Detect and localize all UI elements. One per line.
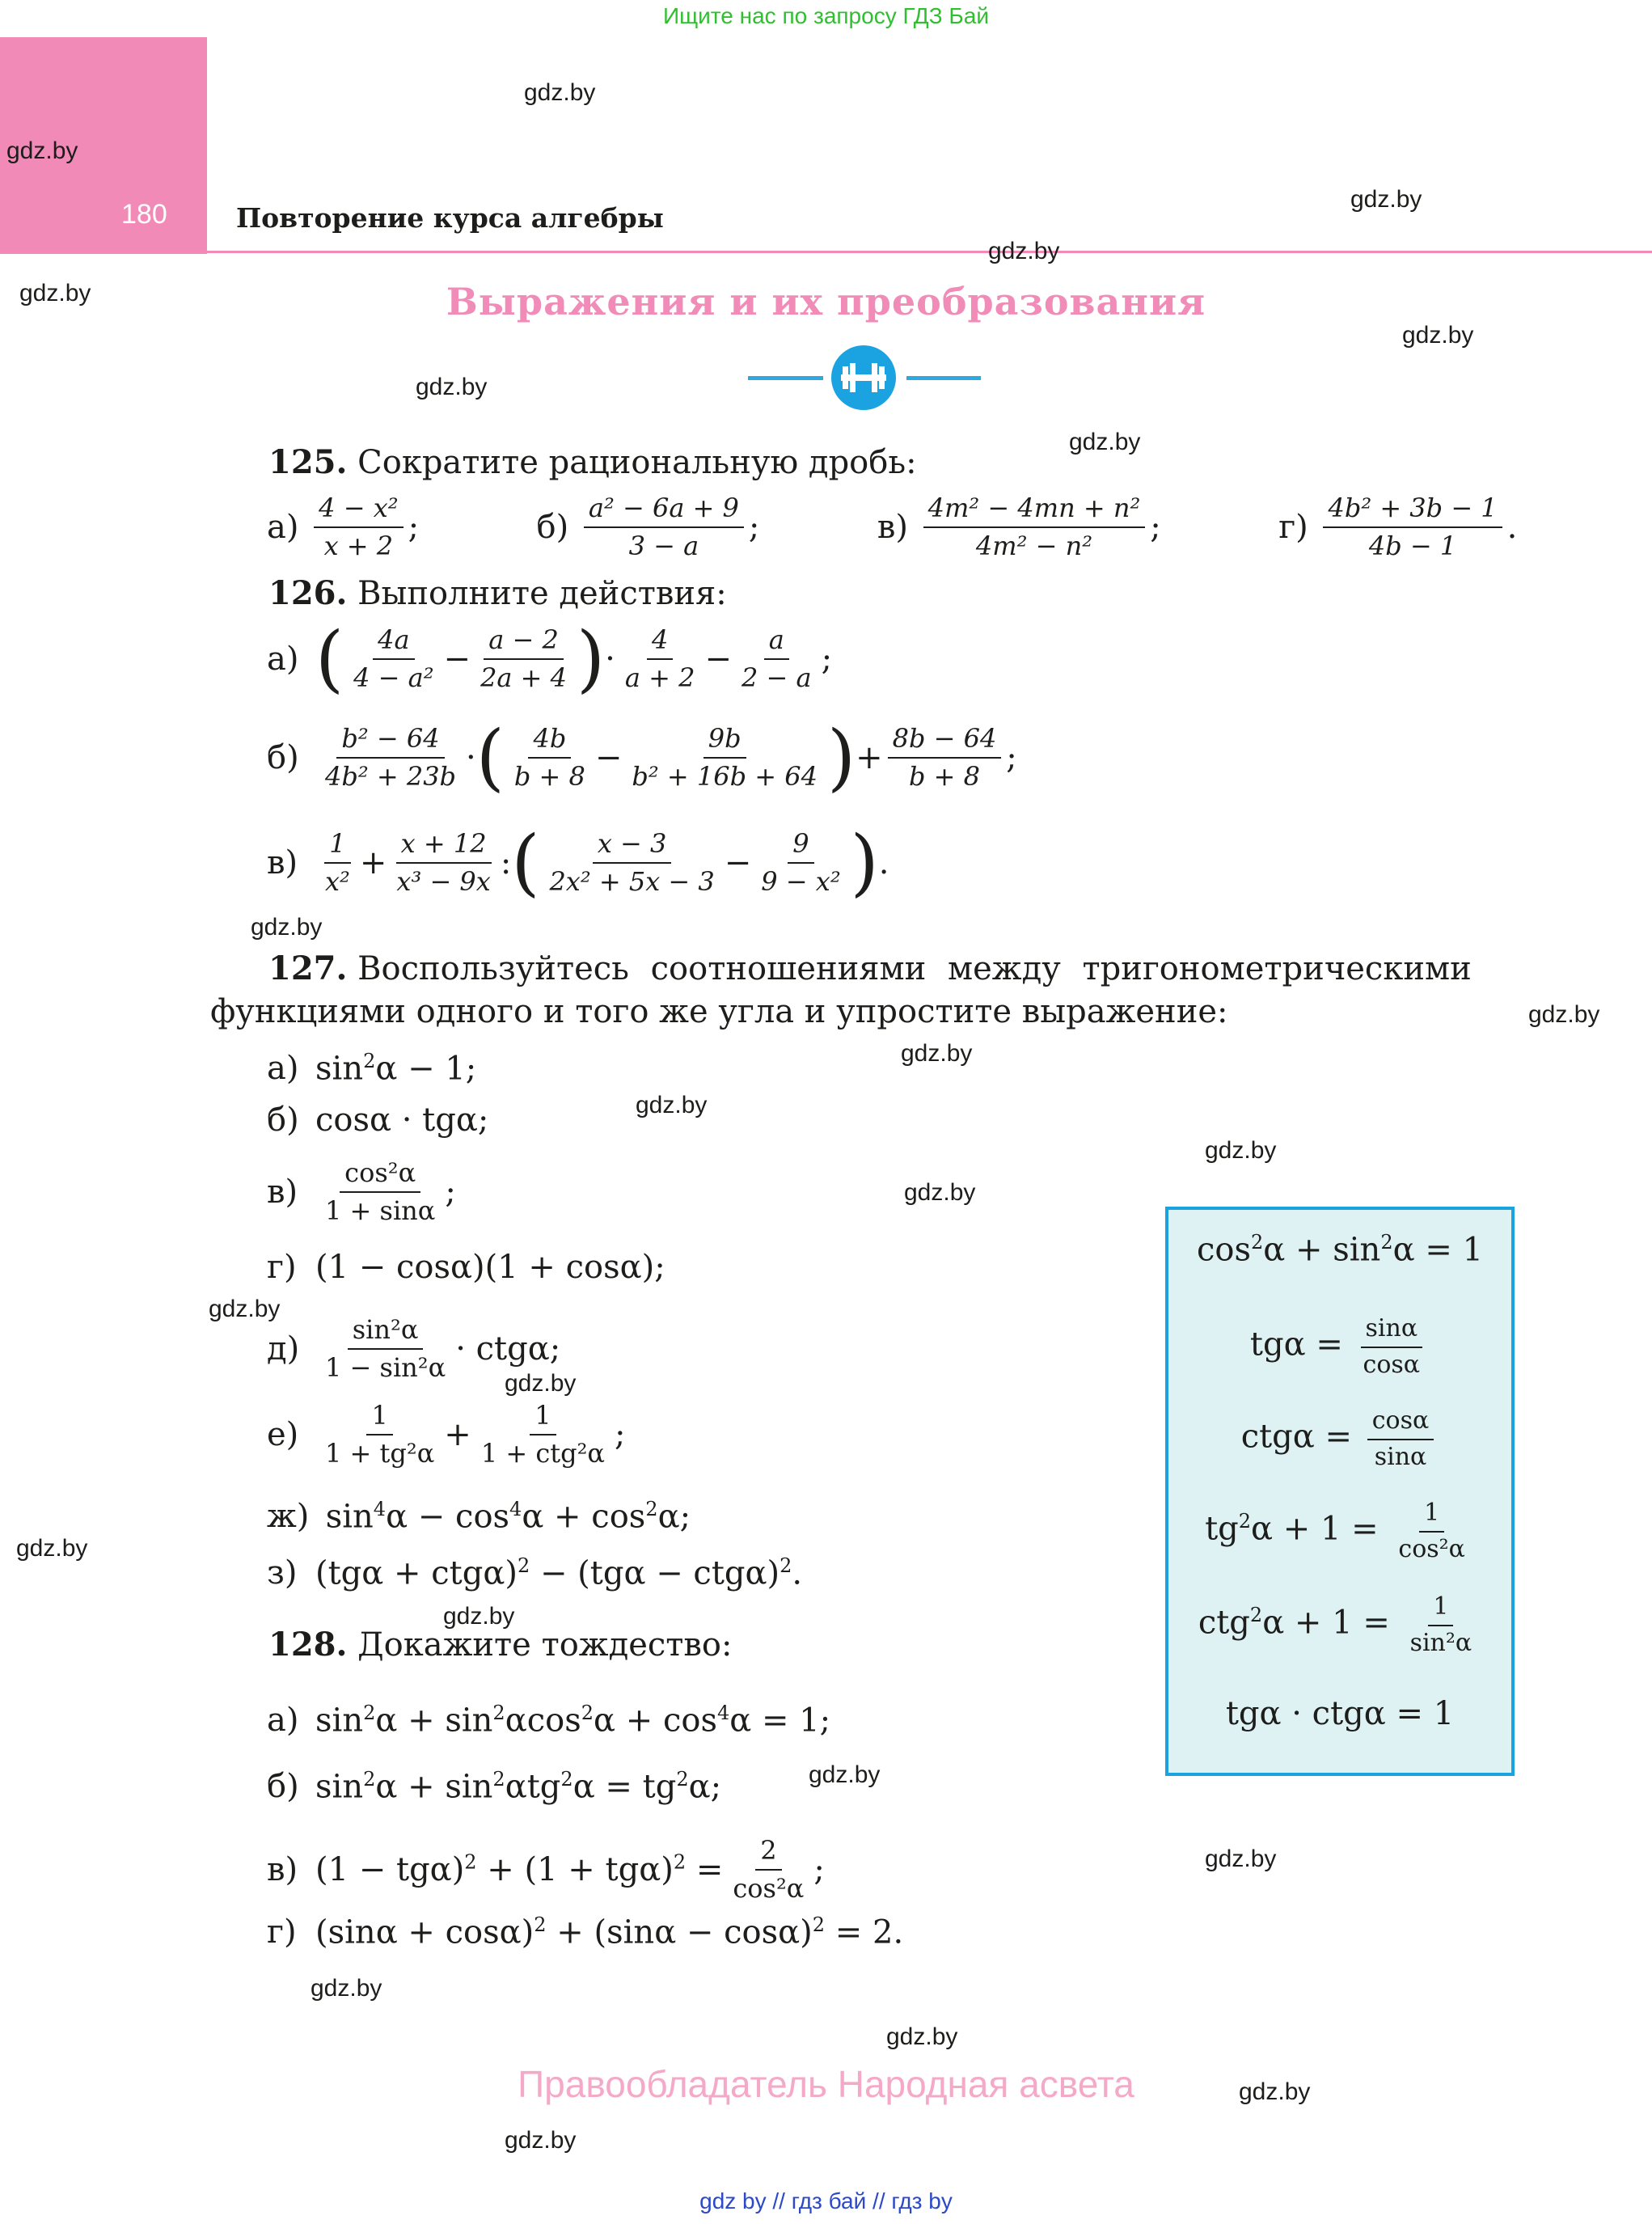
- task-text: Воспользуйтесь соотношениями между тригонометрическими: [357, 950, 1472, 987]
- task-126-heading: [268, 574, 727, 612]
- formula-product: tgα · ctgα = 1: [1225, 1695, 1455, 1732]
- footer-links[interactable]: gdz by // гдз бай // гдз by: [699, 2188, 953, 2213]
- task-128-b: б) $\sin^2\alpha + \sin^2\alpha tg^2\alpha = tg^2\alpha$;: [267, 1768, 722, 1806]
- watermark: gdz.by: [1205, 1846, 1277, 1872]
- task-128-v: в) $(1 - tg\alpha)^2 + (1 + tg\alpha)^2$ = $\frac{2}{\text{cos²α}}$ ;: [267, 1835, 825, 1904]
- task-128-a: а) $\sin^2\alpha + \sin^2\alpha\cos^2\alpha + \cos^4\alpha = 1$;: [267, 1702, 831, 1740]
- task-128-g: г) $(\sin\alpha + \cos\alpha)^2 + (\sin\alpha - \cos\alpha)^2 = 2$.: [267, 1913, 904, 1951]
- formula-box: [1165, 1207, 1515, 1776]
- watermark: gdz.by: [904, 1179, 976, 1206]
- formula-identity: $\cos^2\alpha + \sin^2\alpha = 1$: [1196, 1231, 1484, 1269]
- task-125-items: а) $\frac{\text{4 − x²}}{x + 2}$ ; б) $\frac{\text{a² − 6a + 9}}{3 - a}$ ; в) $\frac{\text{4m² − 4mn + n²}}{\text{4m² − n²}}$ ; г) $\frac{\text{4b² + 3b − 1}}{4b - 1}$ .: [267, 493, 1518, 561]
- formula-tg: tgα = $\frac{\sin\alpha}{\cos\alpha}$: [1168, 1315, 1511, 1379]
- task-125-heading: [268, 443, 917, 481]
- task-127-heading: [268, 949, 1472, 987]
- section-title: Выражения и их преобразования: [446, 280, 1206, 323]
- watermark: gdz.by: [1205, 1137, 1277, 1164]
- watermark: gdz.by: [19, 280, 91, 307]
- copyright: Правообладатель Народная асвета: [518, 2063, 1134, 2105]
- task-127-b: б) cosα · tgα;: [267, 1101, 489, 1139]
- task-number: 125.: [268, 443, 348, 481]
- item-label: в): [877, 508, 908, 546]
- task-127-text-line2: функциями одного и того же угла и упростите выражение:: [210, 993, 1228, 1030]
- item-label: б): [536, 508, 569, 546]
- watermark: gdz.by: [886, 2023, 958, 2050]
- dumbbell-icon: [831, 345, 896, 410]
- task-127-zh: ж) $\sin^4\alpha - \cos^4\alpha + \cos^2\alpha$;: [267, 1498, 691, 1536]
- fraction: $\frac{\text{a² − 6a + 9}}{3 - a}$: [584, 493, 744, 561]
- task-128-heading: [268, 1626, 732, 1664]
- task-127-z: з) $(tg\alpha + ctg\alpha)^2 - (tg\alpha - ctg\alpha)^2$.: [267, 1554, 803, 1592]
- task-text: Сократите рациональную дробь:: [357, 444, 917, 481]
- fraction: $\frac{\text{4 − x²}}{x + 2}$: [314, 493, 403, 561]
- watermark: gdz.by: [443, 1603, 515, 1630]
- task-text: Выполните действия:: [357, 575, 727, 612]
- watermark: gdz.by: [1069, 429, 1141, 455]
- header-rule: [207, 251, 1652, 253]
- page-number: 180: [121, 199, 167, 230]
- watermark: gdz.by: [16, 1535, 88, 1562]
- watermark: gdz.by: [988, 238, 1060, 264]
- task-126-b: б) $\frac{\text{b² − 64}}{\text{4b² + 23b}}$ ·( $\frac{4b}{b + 8}$ − $\frac{9b}{\text{b² + 16b + 64}}$ )+ $\frac{8b - 64}{b + 8}$ ;: [267, 715, 1017, 800]
- watermark: gdz.by: [901, 1040, 973, 1067]
- running-header: Повторение курса алгебры: [236, 202, 664, 234]
- task-text: Докажите тождество:: [357, 1626, 733, 1664]
- watermark: gdz.by: [6, 137, 78, 164]
- task-number: 128.: [268, 1626, 348, 1664]
- watermark: gdz.by: [251, 914, 323, 941]
- task-127-v: в) $\frac{\text{cos²α}}{1 + \sin\alpha}$ ;: [267, 1157, 456, 1226]
- watermark: gdz.by: [1528, 1001, 1600, 1028]
- fraction: $\frac{\text{4b² + 3b − 1}}{4b - 1}$: [1323, 493, 1502, 561]
- task-127-e: е) $\frac{1}{\text{1 + tg²α}}$ + $\frac{1}{\text{1 + ctg²α}}$ ;: [267, 1400, 626, 1469]
- watermark: gdz.by: [505, 2127, 577, 2154]
- task-number: 127.: [268, 949, 348, 987]
- top-banner: Ищите нас по запросу ГДЗ Бай: [662, 3, 990, 28]
- formula-ctg2: ctg$^2$α + 1 = $\frac{1}{\text{sin²α}}$: [1198, 1592, 1472, 1657]
- task-127-g: г) (1 − cosα)(1 + cosα);: [267, 1249, 665, 1286]
- watermark: gdz.by: [311, 1975, 382, 2002]
- watermark: gdz.by: [809, 1761, 881, 1788]
- task-127-d: д) $\frac{\text{sin²α}}{\text{1 − sin²α}}$ · ctgα;: [267, 1314, 561, 1383]
- decor-line-right: [906, 376, 981, 380]
- fraction: $\frac{\text{4m² − 4mn + n²}}{\text{4m² − n²}}$: [923, 493, 1146, 561]
- watermark: gdz.by: [524, 79, 596, 106]
- watermark: gdz.by: [209, 1296, 281, 1322]
- formula-ctg: ctgα = $\frac{\cos\alpha}{\sin\alpha}$: [1168, 1407, 1511, 1471]
- watermark: gdz.by: [416, 374, 488, 400]
- decor-line-left: [748, 376, 823, 380]
- task-126-v: в) $\frac{1}{\text{x²}}$ + $\frac{x + 12}{\text{x³ − 9x}}$ :( $\frac{x - 3}{\text{2x² + 5x − 3}}$ − $\frac{9}{\text{9 − x²}}$ ).: [267, 820, 889, 905]
- item-label: г): [1278, 508, 1308, 546]
- watermark: gdz.by: [636, 1092, 708, 1118]
- formula-tg2: $tg^2\alpha + 1$ = $\frac{1}{\text{cos²α}}$: [1205, 1499, 1465, 1563]
- task-126-a: а) ( $\frac{4a}{\text{4 − a²}}$ − $\frac{a - 2}{2a + 4}$ )· $\frac{4}{a + 2}$ − $\frac{a}{2 - a}$ ;: [267, 616, 833, 701]
- task-127-a: а) $\sin^2\alpha - 1$;: [267, 1050, 477, 1088]
- watermark: gdz.by: [1350, 186, 1422, 213]
- watermark: gdz.by: [1402, 322, 1474, 349]
- watermark: gdz.by: [1239, 2078, 1311, 2105]
- item-label: а): [267, 508, 299, 546]
- watermark: gdz.by: [505, 1370, 577, 1397]
- task-number: 126.: [268, 574, 348, 612]
